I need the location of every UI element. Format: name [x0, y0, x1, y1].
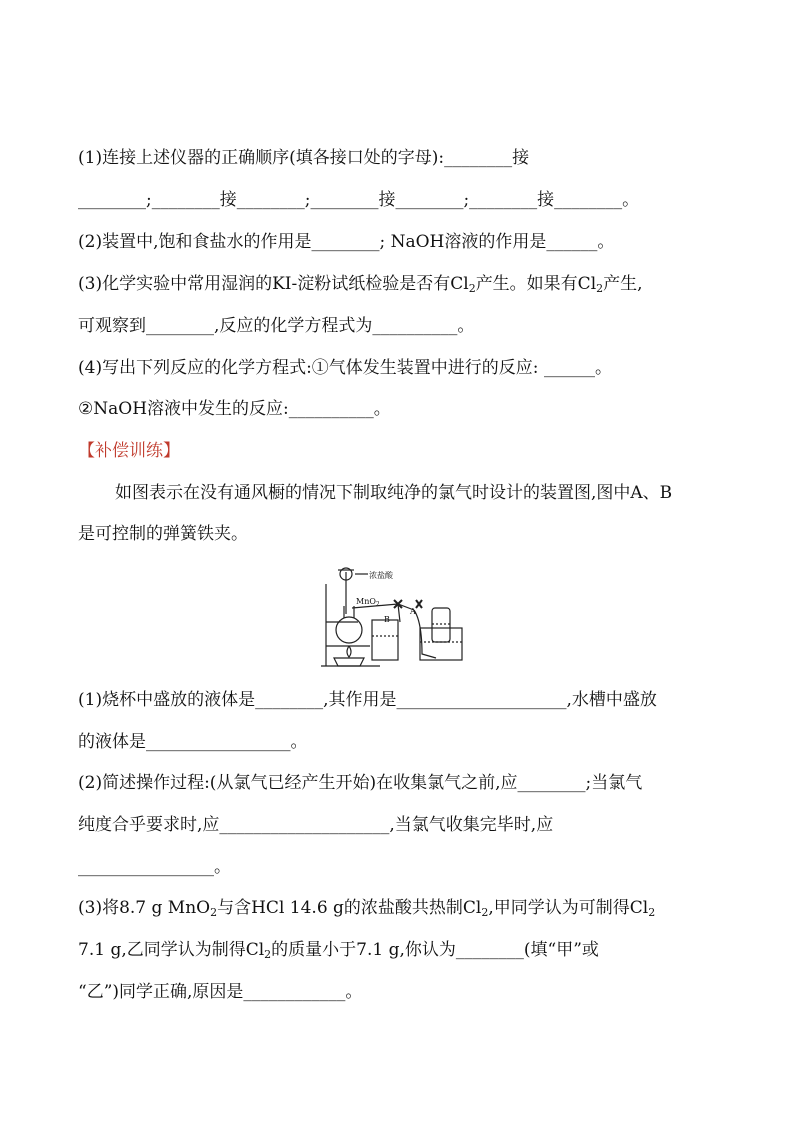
q3-text-c: 产生,: [603, 274, 643, 294]
subscript-2: 2: [596, 282, 604, 295]
apparatus-figure: [318, 562, 486, 672]
subscript-2: 2: [210, 906, 218, 919]
branch-tube-a: [414, 610, 436, 658]
beaker: [372, 620, 398, 660]
question-3-line-2: 可观察到________,反应的化学方程式为__________。: [78, 316, 475, 336]
p3-text-b: 与含HCl 14.6 g的浓盐酸共热制Cl: [217, 898, 482, 918]
question-2: (2)装置中,饱和食盐水的作用是________; NaOH溶液的作用是______。: [78, 232, 615, 252]
flame: [347, 646, 351, 657]
subscript-2: 2: [264, 948, 272, 961]
round-bottom-flask: [336, 617, 362, 643]
gas-collecting-bottle: [432, 608, 450, 642]
subscript-2: 2: [648, 906, 656, 919]
part-2-line-3: ________________。: [78, 857, 231, 877]
p3-text-d: 7.1 g,乙同学认为制得Cl: [78, 940, 265, 960]
label-b: B: [384, 615, 390, 624]
part-1-line-2: 的液体是_________________。: [78, 732, 308, 752]
question-4-line-2: ②NaOH溶液中发生的反应:__________。: [78, 399, 391, 419]
label-a: A: [410, 607, 416, 616]
question-1-line-2: ________;________接________;________接________;________接________。: [78, 190, 640, 210]
part-3-line-2: [78, 938, 718, 962]
part-3-line-1: [78, 896, 718, 920]
label-acid: 浓盐酸: [369, 571, 393, 580]
intro-line-2: 是可控制的弹簧铁夹。: [78, 524, 248, 544]
q3-text-a: (3)化学实验中常用湿润的KI-淀粉试纸检验是否有Cl: [78, 274, 469, 294]
p3-text-a: (3)将8.7 g MnO: [78, 898, 211, 918]
part-3-line-3: “乙”)同学正确,原因是____________。: [78, 982, 363, 1002]
q3-text-b: 产生。如果有Cl: [475, 274, 597, 294]
section-heading: 【补偿训练】: [78, 441, 180, 461]
question-1-line-1: (1)连接上述仪器的正确顺序(填各接口处的字母):________接: [78, 148, 530, 168]
alcohol-lamp: [334, 658, 364, 666]
part-1-line-1: (1)烧杯中盛放的液体是________,其作用是____________________,水槽中盛放: [78, 690, 657, 710]
p3-text-c: ,甲同学认为可制得Cl: [488, 898, 649, 918]
subscript-2: 2: [481, 906, 489, 919]
subscript-2: 2: [468, 282, 476, 295]
part-2-line-2: 纯度合乎要求时,应____________________,当氯气收集完毕时,应: [78, 815, 554, 835]
p3-text-e: 的质量小于7.1 g,你认为________(填“甲”或: [271, 940, 599, 960]
part-2-line-1: (2)简述操作过程:(从氯气已经产生开始)在收集氯气之前,应________;当氯气: [78, 773, 643, 793]
question-3-line-1: [78, 272, 718, 296]
label-mno2: MnO$_2$: [356, 597, 380, 608]
intro-line-1: 如图表示在没有通风橱的情况下制取纯净的氯气时设计的装置图,图中A、B: [115, 483, 673, 503]
question-4-line-1: (4)写出下列反应的化学方程式:①气体发生装置中进行的反应: ______。: [78, 358, 612, 378]
